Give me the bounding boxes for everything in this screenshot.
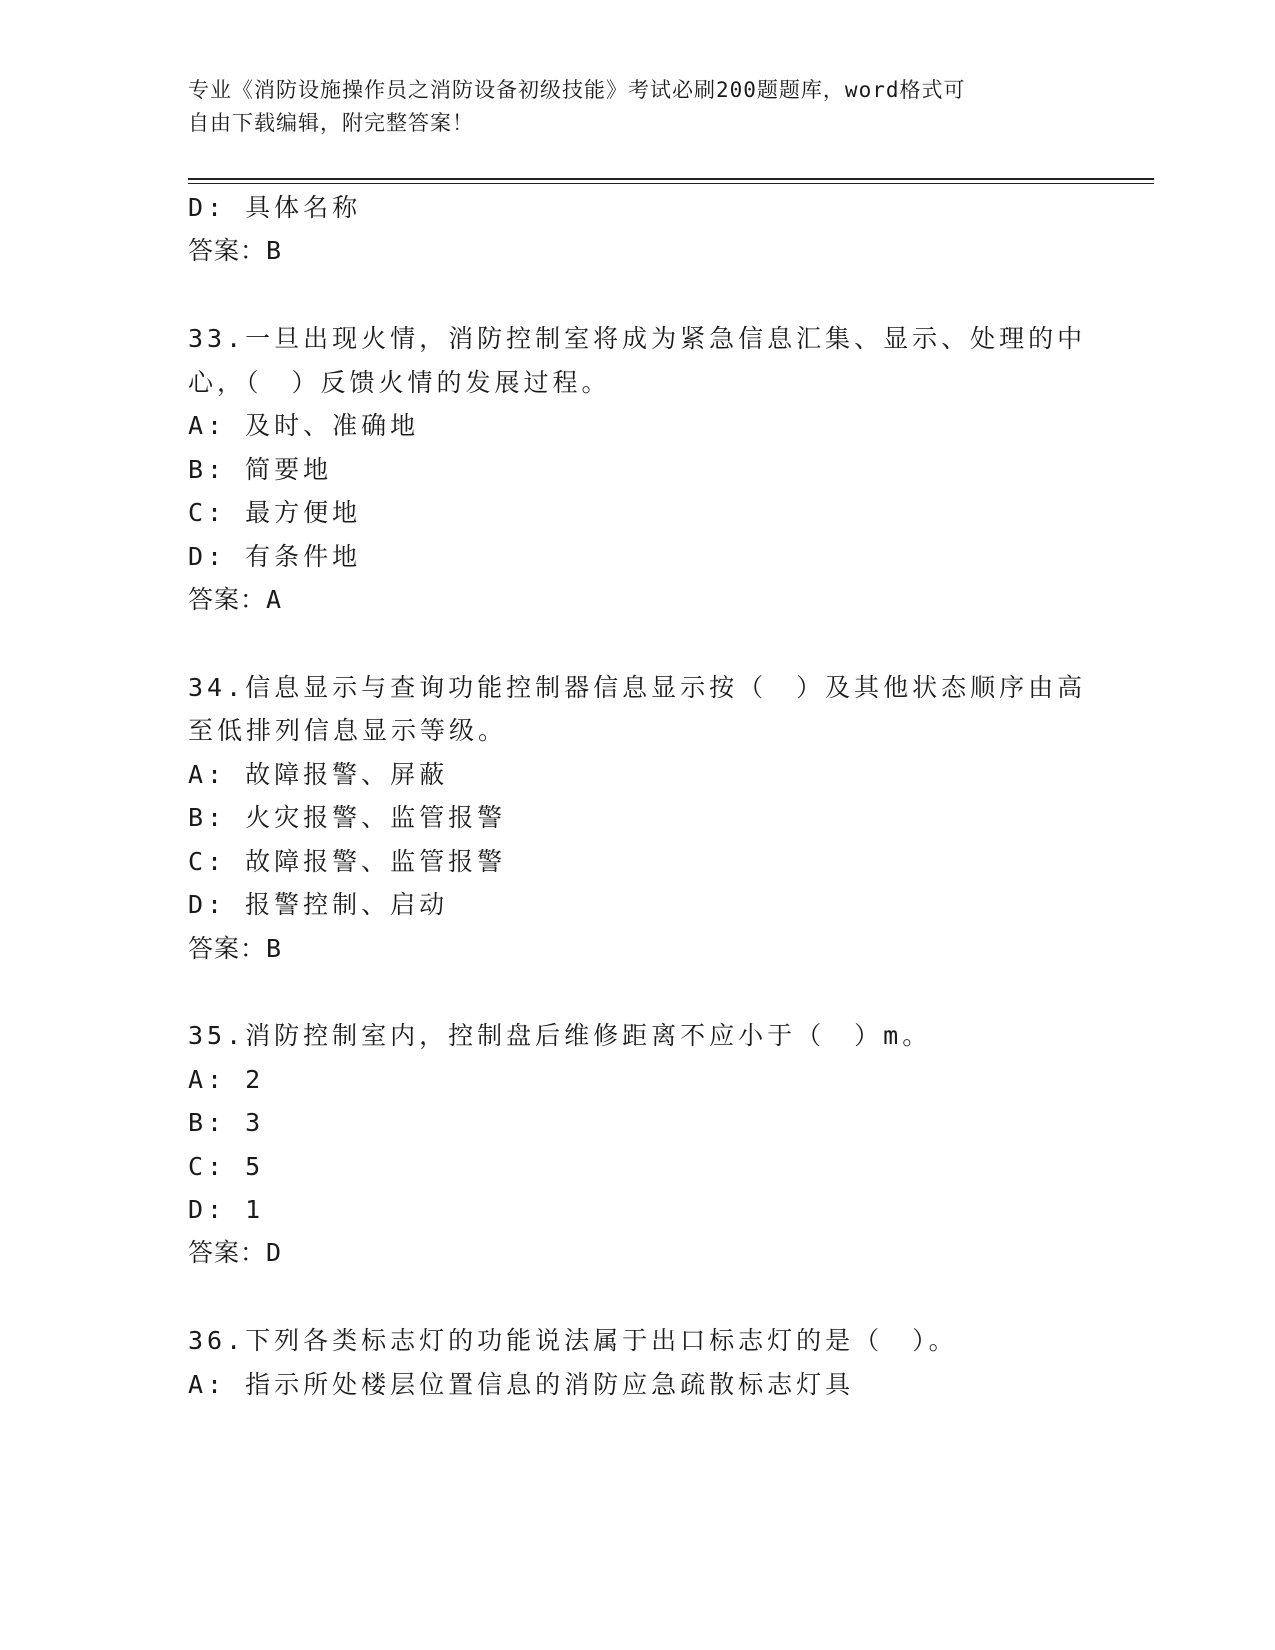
header-title-line-1: 专业《消防设施操作员之消防设备初级技能》考试必刷200题题库，word格式可 bbox=[188, 78, 966, 102]
q35-option-a: A: 2 bbox=[188, 1065, 265, 1094]
q35-answer: 答案：D bbox=[188, 1238, 283, 1267]
q35-stem-line-1: 35.消防控制室内，控制盘后维修距离不应小于（ ）m。 bbox=[188, 1021, 932, 1050]
document-header bbox=[188, 74, 1068, 140]
q36-stem-line-1: 36.下列各类标志灯的功能说法属于出口标志灯的是（ ）。 bbox=[188, 1326, 958, 1355]
q34-answer: 答案：B bbox=[188, 934, 283, 963]
header-divider-thick bbox=[188, 178, 1154, 180]
header-title-line-2: 自由下载编辑，附完整答案！ bbox=[188, 111, 474, 135]
q33-option-a: A: 及时、准确地 bbox=[188, 411, 420, 440]
q34-stem-line-1: 34.信息显示与查询功能控制器信息显示按（ ）及其他状态顺序由高 bbox=[188, 673, 1087, 702]
q33-option-d: D: 有条件地 bbox=[188, 542, 362, 571]
prev-question-answer: 答案：B bbox=[188, 236, 283, 265]
q35-option-d: D: 1 bbox=[188, 1195, 265, 1224]
q34-stem-line-2: 至低排列信息显示等级。 bbox=[188, 716, 508, 745]
q34-option-b: B: 火灾报警、监管报警 bbox=[188, 803, 507, 832]
q35-option-c: C: 5 bbox=[188, 1152, 265, 1181]
prev-question-option-d: D: 具体名称 bbox=[188, 193, 362, 222]
q34-option-a: A: 故障报警、屏蔽 bbox=[188, 760, 449, 789]
q36-option-a: A: 指示所处楼层位置信息的消防应急疏散标志灯具 bbox=[188, 1370, 855, 1399]
q33-option-c: C: 最方便地 bbox=[188, 498, 362, 527]
q34-option-c: C: 故障报警、监管报警 bbox=[188, 847, 507, 876]
header-divider-thin bbox=[188, 183, 1154, 184]
q35-option-b: B: 3 bbox=[188, 1108, 265, 1137]
q33-option-b: B: 简要地 bbox=[188, 455, 333, 484]
q34-option-d: D: 报警控制、启动 bbox=[188, 890, 449, 919]
q33-stem-line-2: 心，（ ）反馈火情的发展过程。 bbox=[188, 368, 611, 397]
q33-answer: 答案：A bbox=[188, 585, 283, 614]
q33-stem-line-1: 33.一旦出现火情，消防控制室将成为紧急信息汇集、显示、处理的中 bbox=[188, 324, 1087, 353]
